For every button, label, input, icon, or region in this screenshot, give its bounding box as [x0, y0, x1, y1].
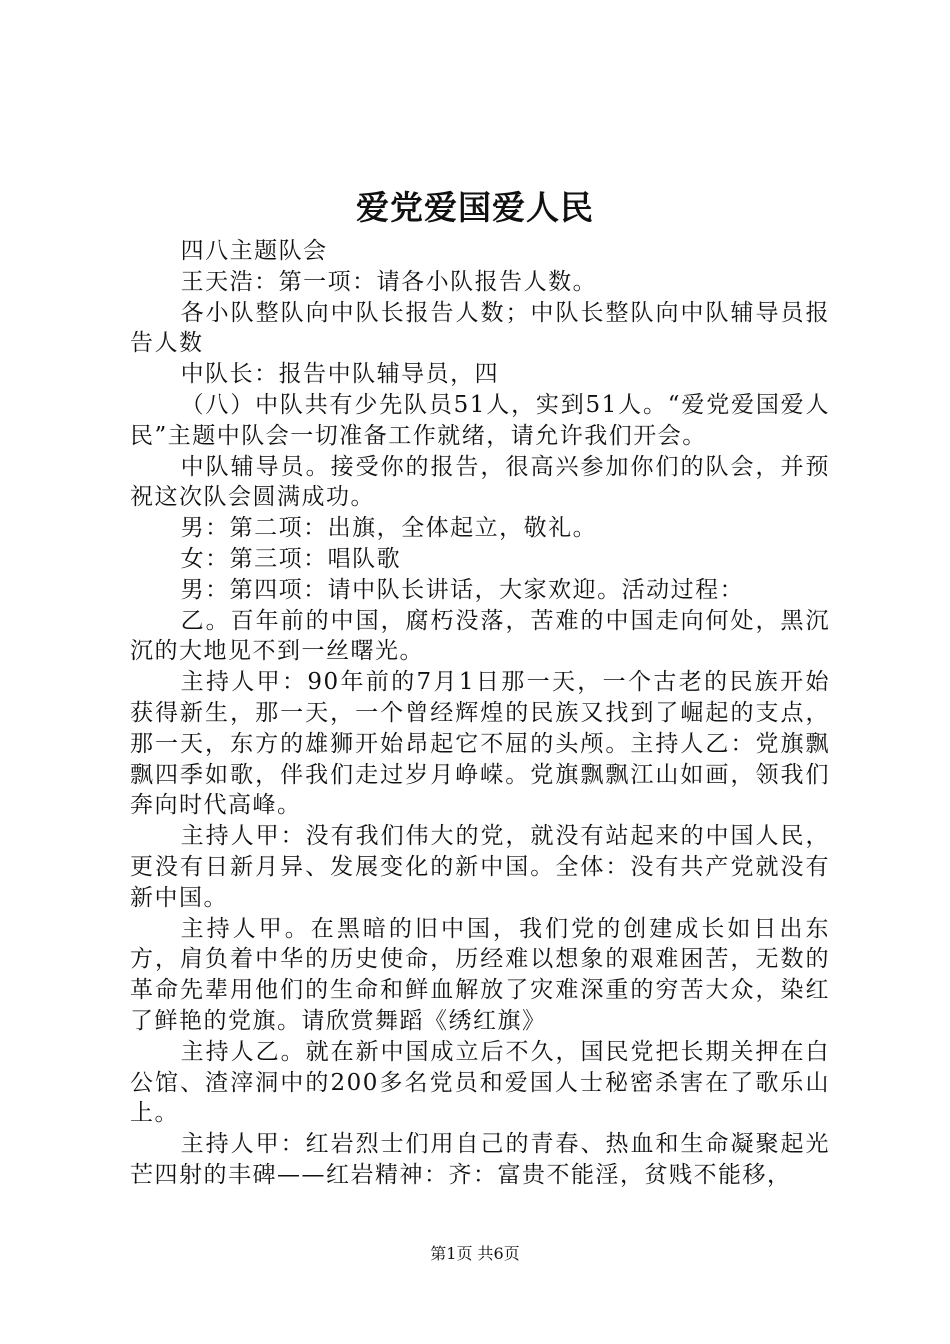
- paragraph: 中队长：报告中队辅导员，四: [180, 361, 500, 388]
- paragraph: 男：第二项：出旗，全体起立，敬礼。: [180, 515, 598, 542]
- paragraph: 主持人甲。在黑暗的旧中国，我们党的创建成长如日出东方，肩负着中华的历史使命，历经难以想象的艰难困苦，无数的革命先辈用他们的生命和鲜血解放了灾难深重的穷苦大众，染红了鲜艳的党旗。请欣赏舞蹈《绣红旗》: [130, 915, 830, 1034]
- paragraph: 主持人甲：90年前的7月1日那一天，一个古老的民族开始获得新生，那一天，一个曾经辉煌的民族又找到了崛起的支点，那一天，东方的雄狮开始昂起它不屈的头颅。主持人乙：党旗飘飘四季如歌，伴我们走过岁月峥嵘。党旗飘飘江山如画，领我们奔向时代高峰。: [130, 669, 830, 819]
- paragraph: 主持人甲：没有我们伟大的党，就没有站起来的中国人民，更没有日新月异、发展变化的新中国。全体：没有共产党就没有新中国。: [130, 823, 830, 911]
- paragraph: 四八主题队会: [180, 238, 328, 264]
- paragraph: 主持人甲：红岩烈士们用自己的青春、热血和生命凝聚起光芒四射的丰碑——红岩精神：齐：富贵不能淫，贫贱不能移，: [130, 1131, 830, 1188]
- paragraph: 王天浩：第一项：请各小队报告人数。: [180, 268, 598, 295]
- document-title: 爱党爱国爱人民: [356, 188, 594, 227]
- paragraph: 女：第三项：唱队歌: [180, 545, 402, 572]
- paragraph: 各小队整队向中队长报告人数；中队长整队向中队辅导员报告人数: [130, 299, 830, 357]
- paragraph: （八）中队共有少先队员51人，实到51人。“爱党爱国爱人民”主题中队会一切准备工作就绪，请允许我们开会。: [130, 391, 830, 449]
- paragraph: 中队辅导员。接受你的报告，很高兴参加你们的队会，并预祝这次队会圆满成功。: [130, 453, 830, 511]
- document-body: [130, 236, 830, 1191]
- paragraph: 乙。百年前的中国，腐朽没落，苦难的中国走向何处，黑沉沉的大地见不到一丝曙光。: [130, 607, 830, 665]
- paragraph: 主持人乙。就在新中国成立后不久，国民党把长期关押在白公馆、渣滓洞中的200多名党员和爱国人士秘密杀害在了歌乐山上。: [130, 1038, 830, 1127]
- paragraph: 男：第四项：请中队长讲话，大家欢迎。活动过程：: [180, 576, 745, 603]
- page-number-footer: 第1页 共6页: [430, 1244, 520, 1263]
